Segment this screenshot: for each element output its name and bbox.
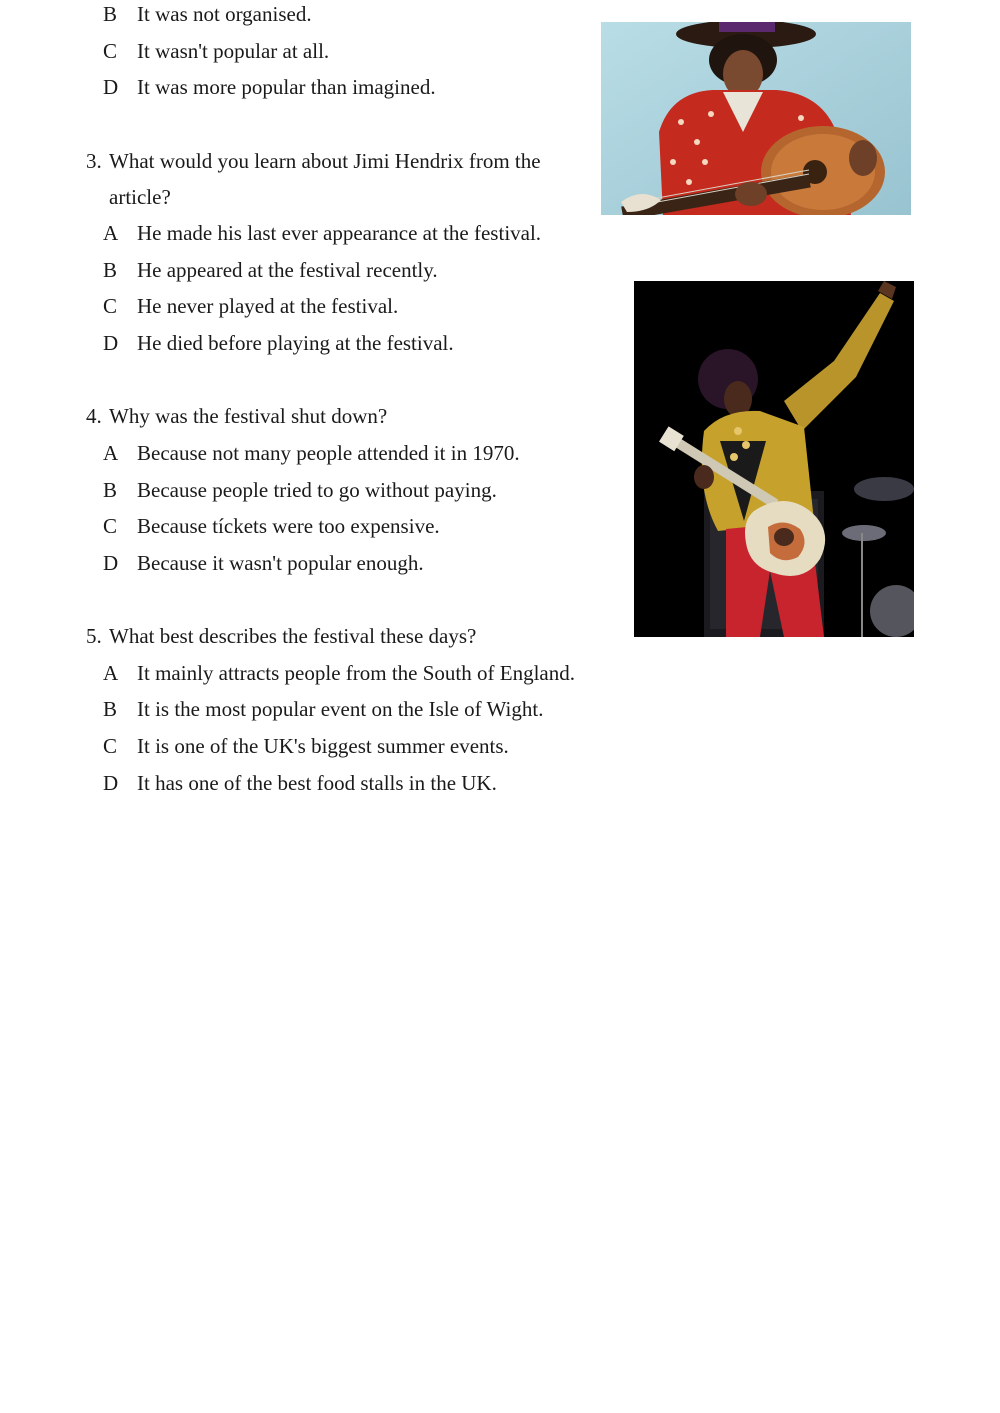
photo-guitarist-acoustic [601, 22, 911, 215]
option-text: He made his last ever appearance at the festival. [137, 221, 542, 245]
option-text: Because people tried to go without paying. [137, 478, 497, 502]
option-letter: A [103, 441, 119, 465]
option-text: He never played at the festival. [137, 294, 399, 318]
option-text: It mainly attracts people from the South of England. [137, 661, 575, 685]
option-letter: D [103, 75, 119, 99]
question-number: 4. [86, 404, 102, 428]
option-text: Because not many people attended it in 1970. [137, 441, 520, 465]
question-number: 3. [86, 149, 102, 173]
option-text: It is the most popular event on the Isle of Wight. [137, 697, 544, 721]
option-text: It has one of the best food stalls in the UK. [137, 771, 497, 795]
option-letter: D [103, 771, 119, 795]
option-letter: B [103, 478, 118, 502]
option-text: It was not organised. [137, 2, 312, 26]
question-text: Why was the festival shut down? [109, 404, 388, 428]
option-letter: C [103, 39, 118, 63]
photo-guitarist-electric [634, 281, 914, 637]
option-letter: C [103, 514, 118, 538]
option-letter: D [103, 551, 119, 575]
option-text: He died before playing at the festival. [137, 331, 454, 355]
option-letter: C [103, 734, 118, 758]
option-text: It wasn't popular at all. [137, 39, 330, 63]
option-letter: A [103, 661, 119, 685]
option-text: He appeared at the festival recently. [137, 258, 438, 282]
question-text: What would you learn about Jimi Hendrix from the [109, 149, 541, 173]
question-text: article? [109, 185, 171, 209]
option-text: Because tíckets were too expensive. [137, 514, 440, 538]
option-letter: D [103, 331, 119, 355]
option-letter: B [103, 2, 118, 26]
option-letter: B [103, 697, 118, 721]
option-text: Because it wasn't popular enough. [137, 551, 424, 575]
option-text: It is one of the UK's biggest summer events. [137, 734, 509, 758]
option-letter: A [103, 221, 119, 245]
option-text: It was more popular than imagined. [137, 75, 436, 99]
option-letter: C [103, 294, 118, 318]
question-number: 5. [86, 624, 102, 648]
question-text: What best describes the festival these days? [109, 624, 477, 648]
option-letter: B [103, 258, 118, 282]
